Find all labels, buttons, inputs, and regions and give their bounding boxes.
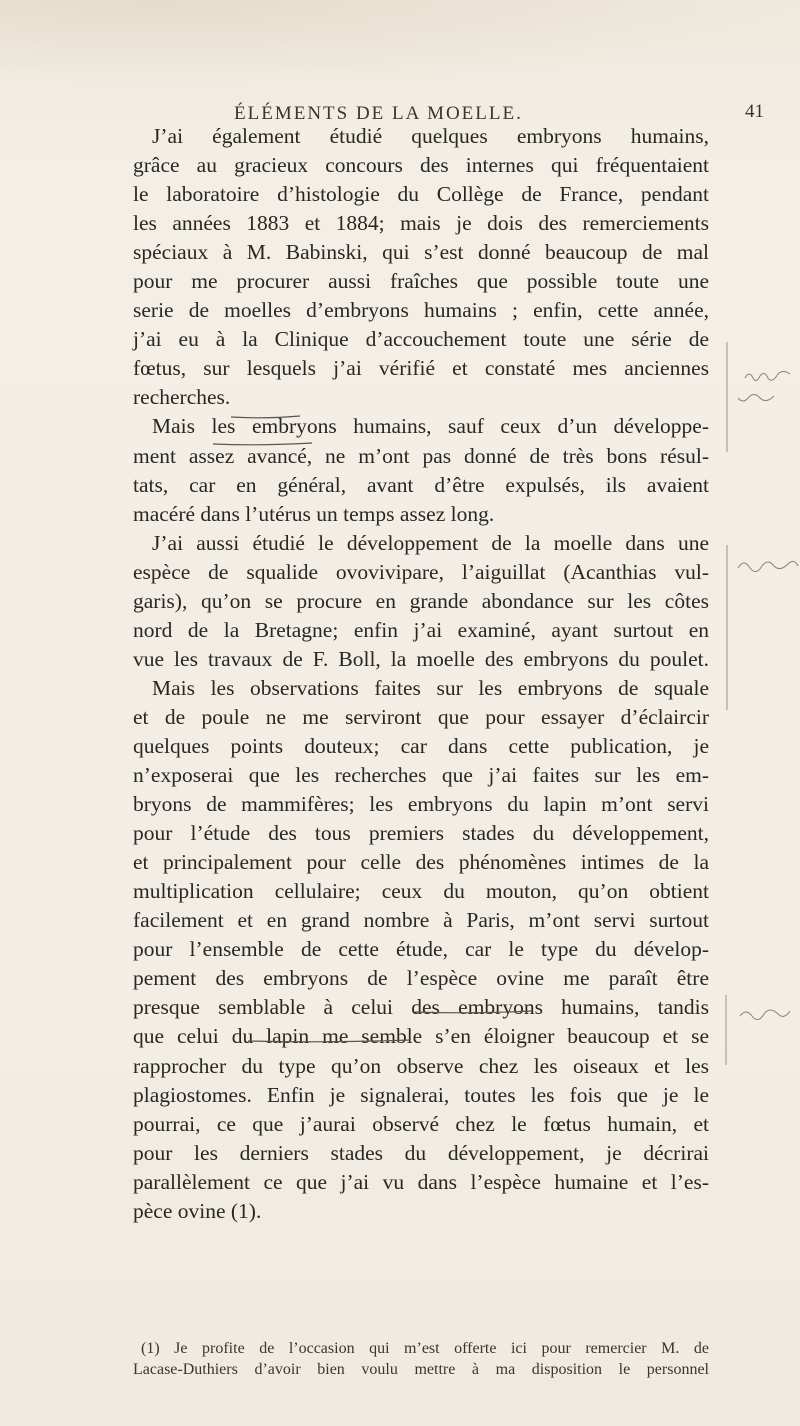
body-line: J’ai aussi étudié le développement de la moelle dans une [152, 530, 709, 555]
footnote-line: (1) Je profite de l’occasion qui m’est offerte ici pour remercier M. de [141, 1340, 709, 1357]
body-line: recherches. [133, 385, 231, 410]
margin-scribble [740, 1010, 790, 1020]
body-line: j’ai eu à la Clinique d’accouchement toute une série de [133, 327, 709, 352]
body-line: pèce ovine (1). [133, 1198, 262, 1223]
body-line: pour les derniers stades du développement, je décrirai [133, 1140, 709, 1165]
body-line: tats, car en général, avant d’être expulsés, ils avaient [133, 472, 709, 497]
margin-scribble [745, 372, 790, 381]
body-line: le laboratoire d’histologie du Collège de France, pendant [133, 182, 709, 207]
paper-stain [0, 0, 800, 90]
body-line: multiplication cellulaire; ceux du mouton, qu’on obtient [133, 879, 709, 904]
footnote-line: Lacase-Duthiers d’avoir bien voulu mettre à ma disposition le personnel [133, 1361, 709, 1378]
body-line: et principalement pour celle des phénomènes intimes de la [133, 850, 709, 875]
body-line: pour me procurer aussi fraîches que possible toute une [133, 269, 709, 294]
body-line: plagiostomes. Enfin je signalerai, toutes les fois que je le [133, 1082, 709, 1107]
body-line: parallèlement ce que j’ai vu dans l’espèce humaine et l’es- [133, 1169, 709, 1194]
body-line: facilement et en grand nombre à Paris, m’ont servi surtout [133, 908, 709, 933]
body-line: Mais les embryons humains, sauf ceux d’un développe- [152, 414, 709, 439]
body-line: nord de la Bretagne; enfin j’ai examiné, ayant surtout en [133, 617, 709, 642]
body-line: rapprocher du type qu’on observe chez les oiseaux et les [133, 1053, 709, 1078]
body-line: ment assez avancé, ne m’ont pas donné de très bons résul- [133, 443, 709, 468]
body-line: vue les travaux de F. Boll, la moelle des embryons du poulet. [133, 646, 709, 671]
body-line: presque semblable à celui des embryons humains, tandis [133, 995, 709, 1020]
body-line: pourrai, ce que j’aurai observé chez le fœtus humain, et [133, 1111, 709, 1136]
body-line: garis), qu’on se procure en grande abondance sur les côtes [133, 588, 709, 613]
body-line: pour l’ensemble de cette étude, car le type du dévelop- [133, 937, 709, 962]
body-line: quelques points douteux; car dans cette publication, je [133, 733, 709, 758]
body-line: J’ai également étudié quelques embryons humains, [152, 124, 709, 148]
body-line: grâce au gracieux concours des internes qui fréquentaient [133, 153, 709, 178]
body-line: espèce de squalide ovovivipare, l’aiguillat (Acanthias vul- [133, 559, 709, 584]
running-title: ÉLÉMENTS DE LA MOELLE. [234, 103, 523, 124]
body-line: et de poule ne me serviront que pour essayer d’éclaircir [133, 704, 709, 729]
body-line: fœtus, sur lesquels j’ai vérifié et constaté mes anciennes [133, 356, 709, 381]
body-line: pour l’étude des tous premiers stades du développement, [133, 821, 709, 846]
body-line: que celui du lapin me semble s’en éloigner beaucoup et se [133, 1024, 709, 1049]
margin-scribble [738, 395, 774, 402]
body-line: serie de moelles d’embryons humains ; enfin, cette année, [133, 298, 709, 323]
body-line: les années 1883 et 1884; mais je dois des remerciements [133, 211, 709, 236]
body-line: n’exposerai que les recherches que j’ai faites sur les em- [133, 763, 709, 788]
margin-scribble [738, 561, 798, 571]
page-number: 41 [745, 101, 764, 122]
footnote [133, 1338, 709, 1380]
body-line: bryons de mammifères; les embryons du lapin m’ont servi [133, 792, 709, 817]
body-line: spéciaux à M. Babinski, qui s’est donné beaucoup de mal [133, 240, 709, 265]
body-line: pement des embryons de l’espèce ovine me paraît être [133, 966, 709, 991]
body-line: macéré dans l’utérus un temps assez long. [133, 501, 495, 526]
body-line: Mais les observations faites sur les embryons de squale [152, 675, 709, 700]
body-text [133, 122, 709, 1226]
